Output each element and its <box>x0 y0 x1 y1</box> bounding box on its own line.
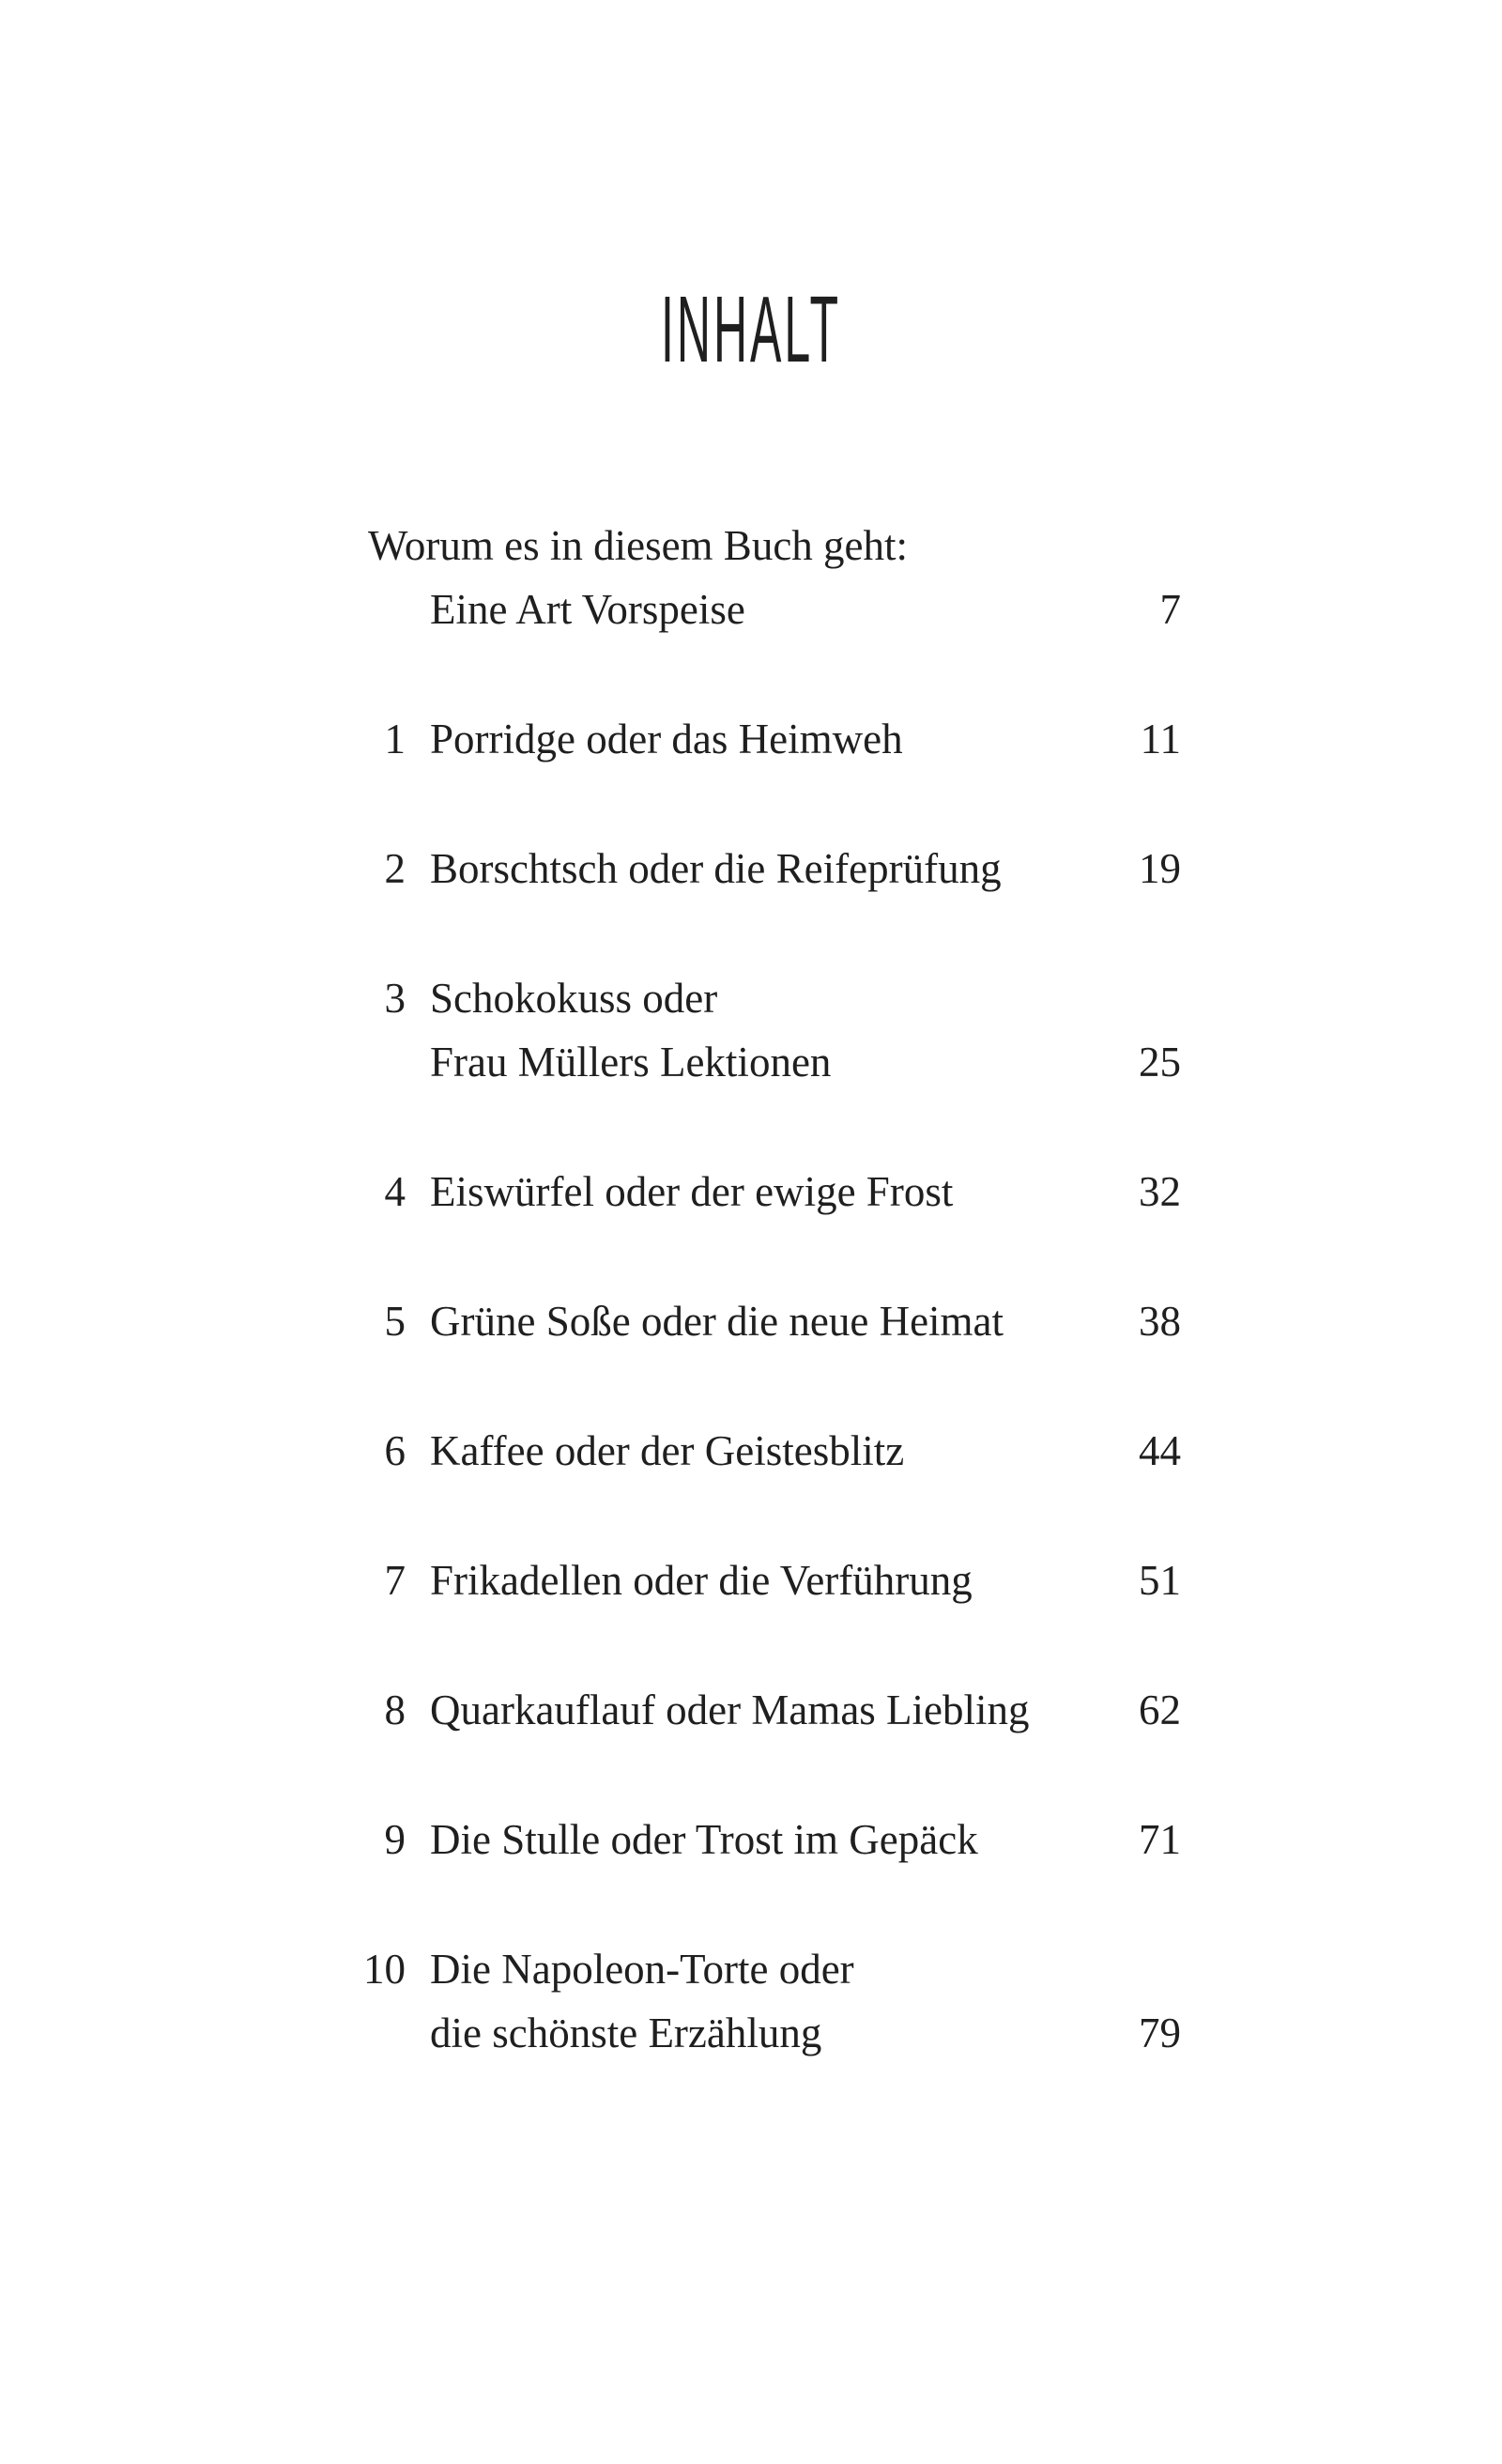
chapter-number: 5 <box>384 1298 406 1345</box>
chapter-page-number: 11 <box>1140 716 1181 762</box>
chapter-page-number: 38 <box>1139 1298 1181 1345</box>
chapter-title: Quarkauflauf oder Mamas Liebling <box>430 1686 1030 1733</box>
chapter-page-number: 51 <box>1139 1557 1181 1604</box>
chapter-number: 6 <box>384 1427 406 1474</box>
chapter-title: Porridge oder das Heimweh <box>430 716 903 762</box>
intro-title-line-1: Worum es in diesem Buch geht: <box>368 522 909 569</box>
intro-page-number: 7 <box>1159 586 1181 633</box>
chapter-number: 1 <box>384 716 406 762</box>
chapter-page-number: 32 <box>1139 1168 1181 1215</box>
chapter-title-line-2: die schönste Erzählung <box>430 2010 822 2056</box>
chapter-title: Grüne Soße oder die neue Heimat <box>430 1298 1004 1345</box>
chapter-title: Kaffee oder der Geistesblitz <box>430 1427 905 1474</box>
chapter-page-number: 25 <box>1139 1039 1181 1086</box>
page-title: INHALT <box>660 277 842 382</box>
chapter-page-number: 19 <box>1139 845 1181 892</box>
chapter-number: 2 <box>384 845 406 892</box>
chapter-number: 7 <box>384 1557 406 1604</box>
intro-title-line-2: Eine Art Vorspeise <box>430 586 745 633</box>
chapter-page-number: 44 <box>1139 1427 1181 1474</box>
chapter-title: Die Napoleon-Torte oder <box>430 1946 854 1993</box>
chapter-title: Eiswürfel oder der ewige Frost <box>430 1168 954 1215</box>
chapter-number: 9 <box>384 1816 406 1863</box>
chapter-title-line-2: Frau Müllers Lektionen <box>430 1039 832 1086</box>
chapter-number: 8 <box>384 1686 406 1733</box>
chapter-title: Schokokuss oder <box>430 975 718 1022</box>
chapter-page-number: 62 <box>1139 1686 1181 1733</box>
chapter-number: 3 <box>384 975 406 1022</box>
chapter-number: 4 <box>384 1168 406 1215</box>
chapter-page-number: 71 <box>1139 1816 1181 1863</box>
chapter-number: 10 <box>363 1946 406 1993</box>
chapter-title: Frikadellen oder die Verführung <box>430 1557 973 1604</box>
chapter-title: Borschtsch oder die Reifeprüfung <box>430 845 1002 892</box>
chapter-title: Die Stulle oder Trost im Gepäck <box>430 1816 978 1863</box>
chapter-page-number: 79 <box>1139 2010 1181 2056</box>
